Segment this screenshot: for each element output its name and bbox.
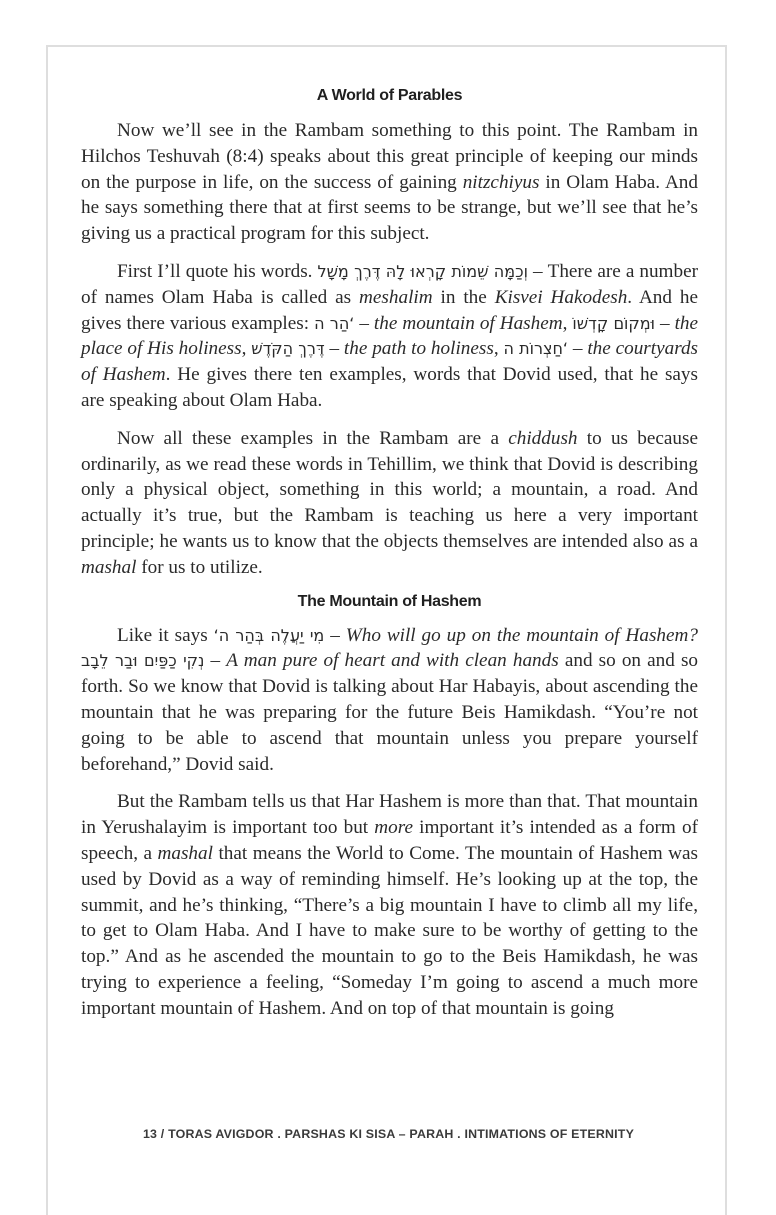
italic-term: nitzchiyus — [462, 171, 540, 193]
italic-term: the path to holiness — [343, 338, 494, 360]
italic-term: mashal — [81, 556, 137, 578]
italic-term: A man pure of heart and with clean hands — [226, 650, 559, 672]
italic-term: meshalim — [359, 286, 433, 308]
book-page — [46, 45, 727, 1215]
section-heading-mountain-of-hashem: The Mountain of Hashem — [297, 592, 482, 610]
italic-term: chiddush — [508, 427, 578, 449]
paragraph: Now all these examples in the Rambam are a chiddush to us because ordinarily, as we read these words in Tehillim, we think that Dovid is describing only a physical object, something in this world; a mountain, a road. And actually it’s true, but the Rambam is teaching us here a very important principle; he wants us to know that the objects themselves are intended also as a mashal for us to utilize. — [81, 427, 698, 578]
hebrew-quote: וְכַמָּה שֵׁמוֹת קָרְאוּ לָהּ דֶּרֶךְ מָשָׁל — [317, 261, 528, 281]
page-content — [81, 87, 698, 1022]
italic-term: the place of His holiness — [81, 312, 699, 360]
hebrew-quote: ‘חַצְרוֹת ה — [503, 339, 569, 359]
paragraph: Like it says מִי יַעֲלֶה בְּהַר ה‘ – Who will go up on the mountain of Hashem? נְקִי כַפַּיִם וּבַר לֵבָב – A man pure of heart and with clean hands and so on and so forth. So we know that Dovid is talking about Har Habayis, about ascending the mountain that he was preparing for the future Beis Hamikdash. “You’re not going to be able to ascend that mountain unless you prepare yourself beforehand,” Dovid said. — [81, 624, 699, 775]
hebrew-quote: מִי יַעֲלֶה בְּהַר ה‘ — [213, 625, 325, 645]
paragraph: First I’ll quote his words. וְכַמָּה שֵׁמוֹת קָרְאוּ לָהּ דֶּרֶךְ מָשָׁל – There are a number of names Olam Haba is called as meshalim in the Kisvei Hakodesh. And he gives there various examples: ‘הַר ה – the mountain of Hashem, וּמְקוֹם קָדְשׁוֹ – the place of His holiness, דֶּרֶךְ הַקֹּדֶשׁ – the path to holiness, ‘חַצְרוֹת ה – the courtyards of Hashem. He gives there ten examples, words that Dovid used, that he says are speaking about Olam Haba. — [81, 260, 699, 411]
hebrew-quote: וּמְקוֹם קָדְשׁוֹ — [572, 313, 655, 333]
section-heading-world-of-parables: A World of Parables — [316, 87, 463, 104]
paragraph: Now we’ll see in the Rambam something to this point. The Rambam in Hilchos Teshuvah (8:4) speaks about this great principle of keeping our minds on the purpose in life, on the success of gaining nitzchiyus in Olam Haba. And he says something there that at first seems to be strange, but we’ll see that he’s giving us a practical program for this subject. — [81, 120, 698, 245]
italic-term: Who will go up on the mountain of Hashem? — [345, 624, 698, 646]
italic-term: Kisvei Hakodesh — [494, 286, 628, 308]
italic-term: mashal — [157, 842, 213, 864]
page-footer: 13 / TORAS AVIGDOR . PARSHAS KI SISA – PARAH . INTIMATIONS OF ETERNITY — [142, 1127, 635, 1141]
italic-term: the mountain of Hashem — [373, 312, 563, 334]
hebrew-quote: דֶּרֶךְ הַקֹּדֶשׁ — [251, 339, 325, 359]
hebrew-quote: ‘הַר ה — [314, 313, 355, 333]
italic-term: the courtyards of Hashem — [81, 338, 699, 386]
paragraph: But the Rambam tells us that Har Hashem is more than that. That mountain in Yerushalayim is important too but more important it’s intended as a form of speech, a mashal that means the World to Come. The mountain of Hashem was used by Dovid as a way of reminding himself. He’s looking up at the top, the summit, and he’s thinking, “There’s a big mountain I have to climb all my life, to get to Olam Haba. And I have to make sure to be worthy of getting to the top.” And as he ascended the mountain to go to the Beis Hamikdash, he was trying to experience a feeling, “Someday I’m going to ascend a much more important mountain of Hashem. And on top of that mountain is going — [81, 791, 698, 1019]
hebrew-quote: נְקִי כַפַּיִם וּבַר לֵבָב — [81, 651, 205, 671]
italic-term: more — [374, 817, 414, 839]
